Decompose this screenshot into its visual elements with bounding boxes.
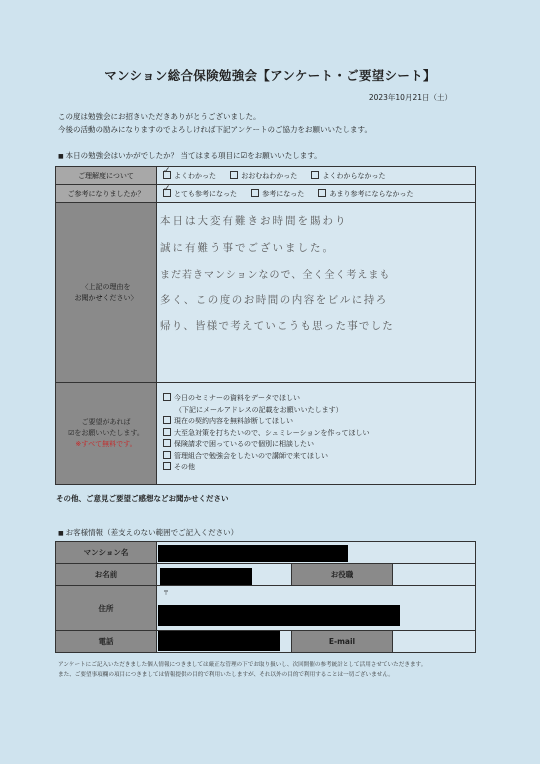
reason-label: 〈上記の理由を お聞かせください〉 — [56, 203, 157, 383]
survey-heading: ■ 本日の勉強会はいかがでしたか？ 当てはまる項目に☑をお願いいたします。 — [58, 150, 322, 161]
checked-box-icon[interactable] — [163, 189, 171, 197]
helpful-option-2[interactable]: 参考になった — [251, 189, 304, 199]
request-item[interactable]: 現在の契約内容を無料診断してほしい — [163, 416, 475, 428]
checkbox-icon[interactable] — [163, 393, 171, 401]
customer-heading: ■ お客様情報（差支えのない範囲でご記入ください） — [58, 527, 238, 538]
understanding-option-3[interactable]: よくわからなかった — [311, 171, 385, 181]
checkbox-icon[interactable] — [318, 189, 326, 197]
request-item[interactable]: 大至急対策を打ちたいので、シュミレーションを作ってほしい — [163, 428, 475, 440]
other-prompt: その他、ご意見ご要望ご感想などお聞かせください — [56, 494, 229, 503]
role-label: お役職 — [292, 564, 393, 586]
name-label: お名前 — [56, 564, 157, 586]
checkbox-icon[interactable] — [163, 439, 171, 447]
page-title: マンション総合保険勉強会【アンケート・ご要望シート】 — [104, 68, 436, 83]
survey-date: 2023年10月21日（土） — [368, 93, 452, 102]
checkbox-icon[interactable] — [251, 189, 259, 197]
helpful-options — [157, 185, 476, 203]
email-label: E-mail — [292, 631, 393, 653]
mansion-label: マンション名 — [56, 542, 157, 564]
checkbox-icon[interactable] — [163, 462, 171, 470]
checkbox-icon[interactable] — [163, 451, 171, 459]
helpful-option-3[interactable]: あまり参考にならなかった — [318, 189, 413, 199]
requests-label: ご要望があれば ☑をお願いいたします。 ※すべて無料です。 — [56, 383, 157, 485]
helpful-label: ご参考になりましたか？ — [56, 185, 157, 203]
understanding-option-2[interactable]: おおむねわかった — [230, 171, 297, 181]
footer-line-1: アンケートにご記入いただきました個人情報につきましては厳正な管理の下でお取り扱いし、次回開催の参考統計として活用させていただきます。 — [58, 662, 427, 668]
request-item[interactable]: 管理組合で勉強会をしたいので講師で来てほしい — [163, 451, 475, 463]
request-item[interactable]: 今日のセミナーの資料をデータでほしい — [163, 393, 475, 405]
redaction-phone — [158, 631, 280, 651]
understanding-label: ご理解度について — [56, 167, 157, 185]
checked-box-icon[interactable] — [163, 171, 171, 179]
understanding-options — [157, 167, 476, 185]
checkbox-icon[interactable] — [163, 416, 171, 424]
request-item[interactable]: 保険請求で困っているので個別に相談したい — [163, 439, 475, 451]
role-field[interactable] — [393, 564, 476, 586]
handwritten-line-1: 本日は大変有難きお時間を賜わり — [160, 215, 348, 227]
email-field[interactable] — [393, 631, 476, 653]
request-item[interactable]: その他 — [163, 462, 475, 474]
phone-label: 電話 — [56, 631, 157, 653]
requests-list — [157, 383, 476, 485]
redaction-mansion — [158, 545, 348, 562]
checkbox-icon[interactable] — [230, 171, 238, 179]
intro-line-1: この度は勉強会にお招きいただきありがとうございました。 — [58, 112, 261, 121]
checkbox-icon[interactable] — [311, 171, 319, 179]
handwritten-line-4: 多く、この度のお時間の内容をビルに持ろ — [160, 294, 388, 306]
address-label: 住所 — [56, 586, 157, 631]
redaction-address — [158, 605, 400, 626]
helpful-option-1[interactable]: ✓ とても参考になった — [163, 189, 237, 199]
footer-line-2: また、ご要望事項欄の項目につきましては情報提供の目的で利用いたしますが、それ以外の目的で利用することは一切ございません。 — [58, 672, 394, 678]
redaction-name — [160, 568, 252, 585]
request-item-note: （下記にメールアドレスの記載をお願いいたします） — [175, 405, 343, 414]
handwritten-line-5: 帰り、皆様で考えていこうも思った事でした — [160, 320, 394, 332]
handwritten-line-3: まだ若きマンションなので、全く全く考えまも — [160, 270, 391, 281]
postal-mark: 〒 — [163, 590, 170, 597]
checkbox-icon[interactable] — [163, 428, 171, 436]
intro-line-2: 今後の活動の励みになりますのでよろしければ下記アンケートのご協力をお願いいたします。 — [58, 125, 372, 134]
handwritten-line-2: 誠に有難う事でございました。 — [160, 242, 335, 254]
understanding-option-1[interactable]: ✓ よくわかった — [163, 171, 216, 181]
